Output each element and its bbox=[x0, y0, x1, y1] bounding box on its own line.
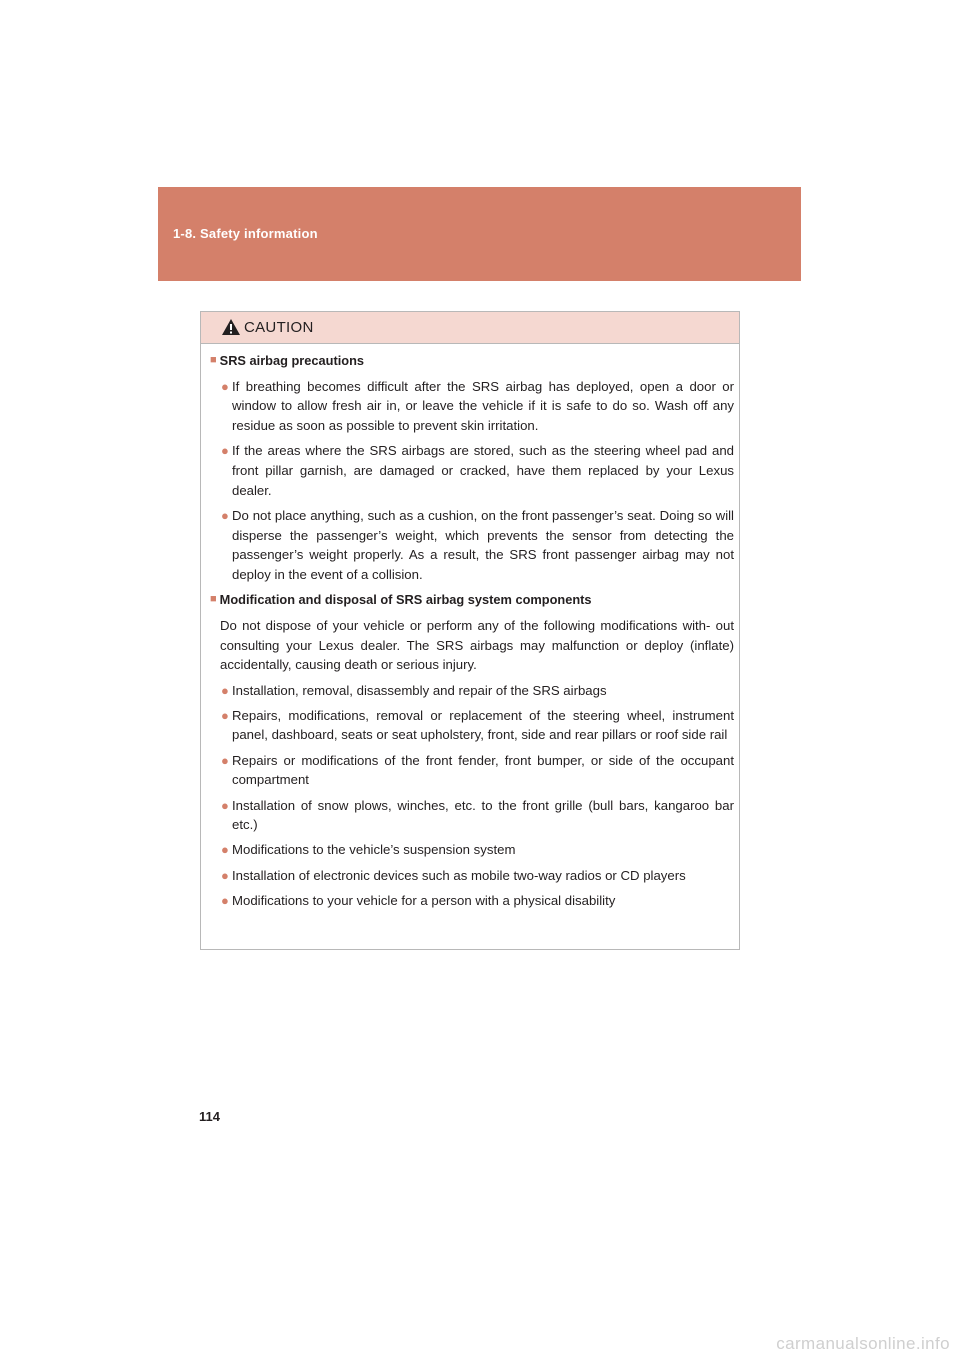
caution-box bbox=[200, 311, 740, 950]
circle-bullet-icon: ● bbox=[221, 682, 229, 698]
list-item: ● Repairs or modifications of the front fender, front bumper, or side of the occupant compartment bbox=[221, 752, 734, 788]
circle-bullet-icon: ● bbox=[221, 507, 229, 523]
list-item: ● Modifications to the vehicle’s suspension system bbox=[210, 840, 734, 860]
circle-bullet-icon: ● bbox=[221, 707, 229, 723]
circle-bullet-icon: ● bbox=[221, 378, 229, 394]
list-item: ● Installation of electronic devices such as mobile two-way radios or CD players bbox=[210, 866, 734, 886]
section-heading: ■ SRS airbag precautions bbox=[210, 351, 734, 371]
circle-bullet-icon: ● bbox=[221, 842, 229, 858]
list-item: ● Installation, removal, disassembly and repair of the SRS airbags bbox=[210, 681, 734, 701]
circle-bullet-icon: ● bbox=[221, 443, 229, 459]
list-item: ● Modifications to your vehicle for a person with a physical disability bbox=[210, 891, 734, 911]
section-title: 1-8. Safety information bbox=[173, 226, 318, 241]
square-bullet-icon: ■ bbox=[210, 354, 217, 366]
caution-header bbox=[201, 312, 739, 344]
list-item: ● Repairs, modifications, removal or replacement of the steering wheel, instrument panel, dashboard, seats or seat upholstery, front, side and rear pillars or roof side rail bbox=[221, 707, 734, 743]
page-number: 114 bbox=[199, 1109, 220, 1124]
watermark: carmanualsonline.info bbox=[776, 1334, 950, 1353]
caution-body bbox=[210, 351, 734, 916]
warning-triangle-icon bbox=[221, 318, 241, 336]
circle-bullet-icon: ● bbox=[221, 752, 229, 768]
list-item: ● If breathing becomes difficult after the SRS airbag has deployed, open a door or window to allow fresh air in, or leave the vehicle if it is safe to do so. Wash off any residue as soon as possible to prevent skin irritation. bbox=[221, 378, 734, 434]
list-item: ● If the areas where the SRS airbags are stored, such as the steering wheel pad and front pillar garnish, are damaged or cracked, have them replaced by your Lexus dealer. bbox=[221, 443, 734, 498]
circle-bullet-icon: ● bbox=[221, 892, 229, 908]
list-item: ● Do not place anything, such as a cushion, on the front passenger’s seat. Doing so will disperse the passenger’s weight, which prevents the sensor from detecting the passenger’s weight properly. As a result, the SRS front passenger airbag may not deploy in the event of a collision. bbox=[221, 507, 734, 583]
section-heading: ■ Modification and disposal of SRS airbag system components bbox=[210, 590, 734, 610]
circle-bullet-icon: ● bbox=[221, 797, 229, 813]
square-bullet-icon: ■ bbox=[210, 593, 217, 606]
list-item: ● Installation of snow plows, winches, etc. to the front grille (bull bars, kangaroo bar etc.) bbox=[221, 797, 734, 833]
section-header-band bbox=[158, 187, 801, 281]
intro-paragraph: Do not dispose of your vehicle or perform any of the following modifications with- out consulting your Lexus dealer. The SRS airbags may malfunction or deploy (inflate) accidentally, causing death or serious injury. bbox=[220, 617, 734, 673]
circle-bullet-icon: ● bbox=[221, 867, 229, 883]
caution-title: CAUTION bbox=[244, 319, 314, 336]
